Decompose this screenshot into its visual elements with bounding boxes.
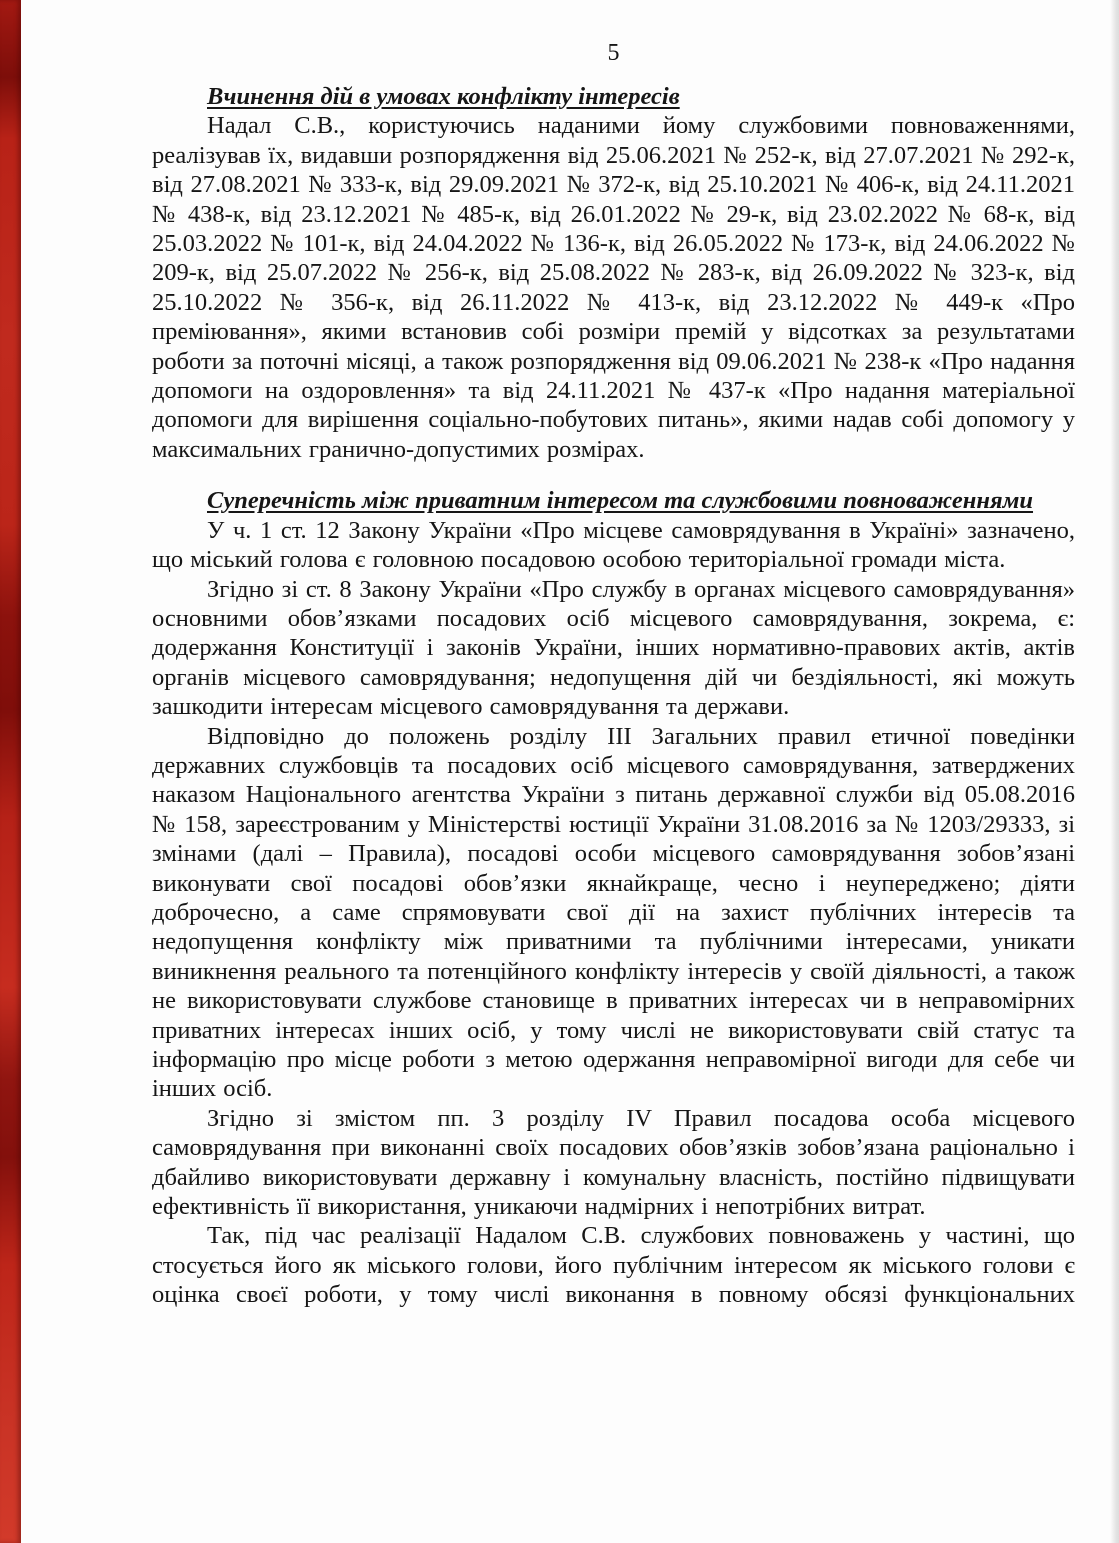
paragraph-orders-list: Надал С.В., користуючись наданими йому службовими повноваженнями, реалізував їх, видавши розпорядження від 25.06.2021 № 252-к, від 27.07.2021 № 292-к, від 27.08.2021 № 333-к, від 29.09.2021 № 372-к, від 25.10.2021 № 406-к, від 24.11.2021 № 438-к, від 23.12.2021 № 485-к, від 26.01.2022 № 29-к, від 23.02.2022 № 68-к, від 25.03.2022 № 101-к, від 24.04.2022 № 136-к, від 26.05.2022 № 173-к, від 24.06.2022 № 209-к, від 25.07.2022 № 256-к, від 25.08.2022 № 283-к, від 26.09.2022 № 323-к, від 25.10.2022 № 356-к, від 26.11.2022 № 413-к, від 23.12.2022 № 449-к «Про преміювання», якими встановив собі розміри премій у відсотках за результатами роботи за поточні місяці, а також розпорядження від 09.06.2021 № 238-к «Про надання допомоги на оздоровлення» та від 24.11.2021 № 437-к «Про надання матеріальної допомоги для вирішення соціально-побутових питань», якими надав собі допомогу у максимальних гранично-допустимих розмірах. bbox=[152, 112, 1075, 463]
section-heading-conflict-of-interest-actions: Вчинення дій в умовах конфлікту інтересів bbox=[207, 83, 680, 110]
paragraph-section4-rules: Згідно зі змістом пп. 3 розділу IV Правил посадова особа місцевого самоврядування при виконанні своїх посадових обов’язків зобов’язана раціонально і дбайливо використовувати державну і комунальну власність, постійно підвищувати ефективність її використання, уникаючи надмірних і непотрібних витрат. bbox=[152, 1104, 1075, 1221]
paragraph-article8-duties: Згідно зі ст. 8 Закону України «Про службу в органах місцевого самоврядування» основними обов’язками посадових осіб місцевого самоврядування, зокрема, є: додержання Конституції і законів України, інших нормативно-правових актів, актів органів місцевого самоврядування; недопущення дій чи бездіяльності, які можуть зашкодити інтересам місцевого самоврядування та держави. bbox=[152, 575, 1075, 721]
paragraph-ethics-rules: Відповідно до положень розділу III Загальних правил етичної поведінки державних службовців та посадових осіб місцевого самоврядування, затверджених наказом Національного агентства України з питань державної служби від 05.08.2016 № 158, зареєстрованим у Міністерстві юстиції України 31.08.2016 за № 1203/29333, зі змінами (далі – Правила), посадові особи місцевого самоврядування зобов’язані виконувати свої посадові обов’язки якнайкраще, чесно і неупереджено; діяти доброчесно, а саме спрямовувати свої дії на захист публічних інтересів та недопущення конфлікту між приватними та публічними інтересами, уникати виникнення реального та потенційного конфлікту інтересів у своїй діяльності, а також не використовувати службове становище в приватних інтересах чи в неправомірних приватних інтересах інших осіб, у тому числі не використовувати свій статус та інформацію про місце роботи з метою одержання неправомірної вигоди для себе чи інших осіб. bbox=[152, 722, 1075, 1103]
section-heading-private-interest-contradiction: Суперечність між приватним інтересом та службовими повноваженнями bbox=[207, 487, 1034, 515]
page-number: 5 bbox=[607, 40, 620, 66]
paragraph-nadal-public-interest: Так, під час реалізації Надалом С.В. службових повноважень у частині, що стосується його як міського голови, його публічним інтересом як міського голови є оцінка своєї роботи, у тому числі виконання в повному обсязі функціональних bbox=[152, 1222, 1075, 1309]
paragraph-law-local-self-government: У ч. 1 ст. 12 Закону України «Про місцеве самоврядування в Україні» зазначено, що міський голова є головною посадовою особою територіальної громади міста. bbox=[152, 516, 1075, 574]
